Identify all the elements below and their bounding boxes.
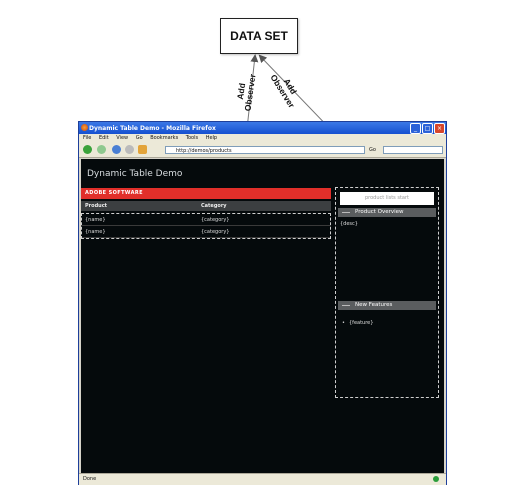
table-row[interactable] (82, 215, 330, 226)
go-button[interactable]: Go (369, 147, 376, 153)
cell-name: {name} (85, 217, 106, 223)
close-button[interactable]: × (434, 123, 445, 134)
dataset-label: DATA SET (230, 29, 288, 43)
overview-header: Product Overview (338, 208, 436, 217)
maximize-button[interactable]: □ (422, 123, 433, 134)
menu-view[interactable]: View (116, 135, 129, 141)
url-input[interactable]: http://demos/products (165, 146, 365, 154)
menu-file[interactable]: File (83, 135, 92, 141)
menu-tools[interactable]: Tools (185, 135, 199, 141)
feature-item: {feature} (349, 320, 374, 326)
window-title: Dynamic Table Demo - Mozilla Firefox (89, 124, 216, 132)
dataset-box (220, 18, 298, 54)
table-caption: ADOBE SOFTWARE (85, 190, 143, 196)
menu-help[interactable]: Help (205, 135, 218, 141)
stop-icon[interactable] (125, 145, 134, 154)
reload-icon[interactable] (112, 145, 121, 154)
menu-edit[interactable]: Edit (98, 135, 109, 141)
menu-bookmarks[interactable]: Bookmarks (150, 135, 179, 141)
table-body (81, 213, 331, 239)
cell-category: {category} (201, 229, 230, 235)
observer-label-left: Add Observer (234, 73, 258, 112)
features-header: New Features (338, 301, 436, 310)
forward-icon[interactable] (97, 145, 106, 154)
back-icon[interactable] (83, 145, 92, 154)
column-header-category[interactable]: Category (201, 203, 227, 209)
status-bar (79, 473, 446, 485)
browser-window (78, 121, 447, 485)
column-header-product[interactable]: Product (85, 203, 108, 209)
cell-name: {name} (85, 229, 106, 235)
detail-panel (335, 187, 439, 398)
search-input[interactable] (383, 146, 443, 154)
home-icon[interactable] (138, 145, 147, 154)
observer-label-right: Add Observer (268, 72, 299, 110)
navigation-toolbar (79, 143, 446, 158)
firefox-icon (81, 124, 88, 131)
page-title: Dynamic Table Demo (87, 169, 183, 179)
table-row[interactable] (82, 227, 330, 238)
title-bar (79, 122, 446, 134)
minimize-button[interactable]: _ (410, 123, 421, 134)
overview-text: {desc} (340, 221, 358, 227)
product-list-box[interactable]: product lists start (340, 192, 434, 205)
page-content (81, 159, 444, 473)
menu-bar (79, 134, 446, 143)
menu-go[interactable]: Go (135, 135, 143, 141)
status-text: Done (83, 476, 97, 482)
cell-category: {category} (201, 217, 230, 223)
status-icon (433, 476, 439, 482)
bullet-icon: • (342, 320, 345, 326)
